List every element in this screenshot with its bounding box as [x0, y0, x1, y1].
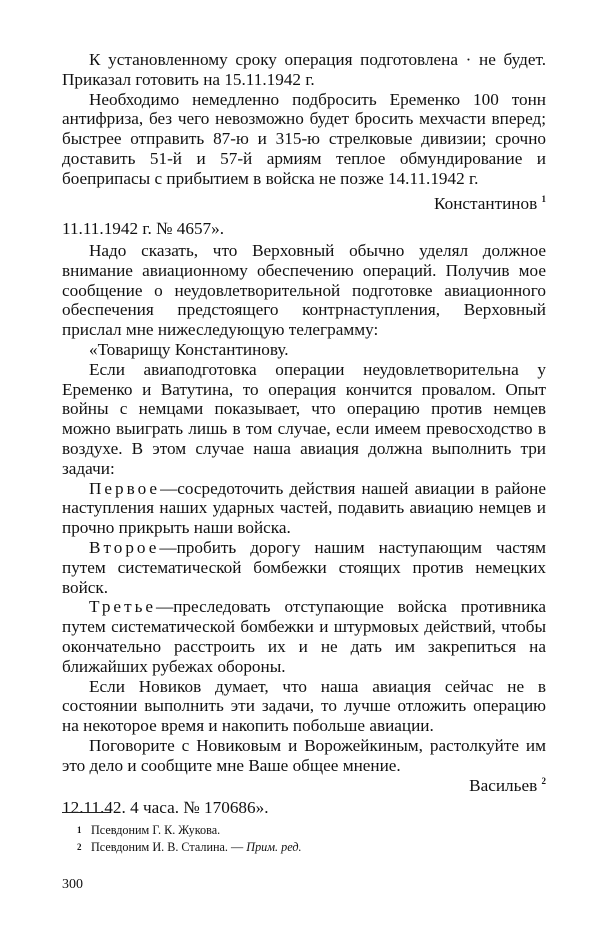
spaced-term: Третье: [89, 597, 157, 617]
footnote: [62, 822, 546, 839]
paragraph: Необходимо немедленно подбросить Еременко 100 тонн антифриза, без чего невозможно будет бросить мехчасти вперед; быстрее отправить 87-ю и 315-ю стрелковые дивизии; срочно доставить 51-й и 57-й армиям теплое обмундирование и боеприпасы с прибытием в войска не позже 14.11.1942 г.: [62, 89, 546, 188]
footnote-mark: 1: [77, 825, 82, 835]
main-text-block: [62, 241, 546, 818]
paragraph: Если Новиков думает, что наша авиация сейчас не в состоянии выполнить эти задачи, то лучше отложить операцию на некоторое время и накопить побольше авиации.: [62, 676, 546, 736]
telegram-date: 12.11.42. 4 часа. № 170686».: [62, 798, 269, 818]
paragraph: [62, 479, 546, 538]
footnote-text: Псевдоним И. В. Сталина. —: [91, 840, 247, 854]
telegram-date: 11.11.1942 г. № 4657».: [62, 219, 225, 239]
signature: Константинов: [434, 193, 538, 213]
spaced-term: Первое: [89, 478, 161, 498]
signature: Васильев: [469, 775, 538, 795]
telegram-end-block: [62, 50, 546, 239]
footnotes: [62, 822, 546, 856]
paragraph: [62, 597, 546, 676]
spaced-term: Второе: [89, 537, 160, 557]
footnote-ref: 2: [541, 775, 546, 786]
paragraph-text: —преследовать отступающие войска противника путем систематической бомбежки и штурмовых действий, чтобы окончательно расстроить их и не дать им закрепиться на ближайших рубежах обороны.: [62, 597, 546, 676]
footnote-mark: 2: [77, 842, 82, 852]
paragraph: Поговорите с Новиковым и Ворожейкиным, растолкуйте им это дело и сообщите мне Ваше общее мнение.: [62, 735, 546, 775]
footnote: [62, 839, 546, 856]
signature-line: [62, 194, 546, 214]
paragraph: [62, 538, 546, 597]
paragraph: Если авиаподготовка операции неудовлетворительна у Еременко и Ватутина, то операция кончится провалом. Опыт войны с немцами показывает, что операцию против немцев можно выиграть лишь в том случае, если имеем превосходство в воздухе. В этом случае наша авиация должна выполнить три задачи:: [62, 359, 546, 478]
footnote-divider: [62, 812, 110, 813]
page-number: 300: [62, 877, 83, 892]
footnote-text: Псевдоним Г. К. Жукова.: [91, 823, 221, 837]
paragraph: Надо сказать, что Верховный обычно уделял должное внимание авиационному обеспечению операций. Получив мое сообщение о неудовлетворительной подготовке авиационного обеспечения предстоящего контрнаступления, Верховный прислал мне нижеследующую телеграмму:: [62, 241, 546, 340]
paragraph: К установленному сроку операция подготовлена · не будет. Приказал готовить на 15.11.1942 г.: [62, 50, 546, 89]
footnote-ref: 1: [541, 193, 546, 204]
paragraph-text: —сосредоточить действия нашей авиации в районе наступления наших ударных частей, подавить авиацию немцев и прочно прикрыть наши войска.: [62, 478, 546, 538]
editor-note: Прим. ред.: [246, 840, 302, 854]
signature-line: [62, 776, 546, 796]
paragraph: «Товарищу Константинову.: [89, 339, 289, 359]
paragraph-text: —пробить дорогу нашим наступающим частям путем систематической бомбежки стоящих против немецких войск.: [62, 537, 546, 597]
